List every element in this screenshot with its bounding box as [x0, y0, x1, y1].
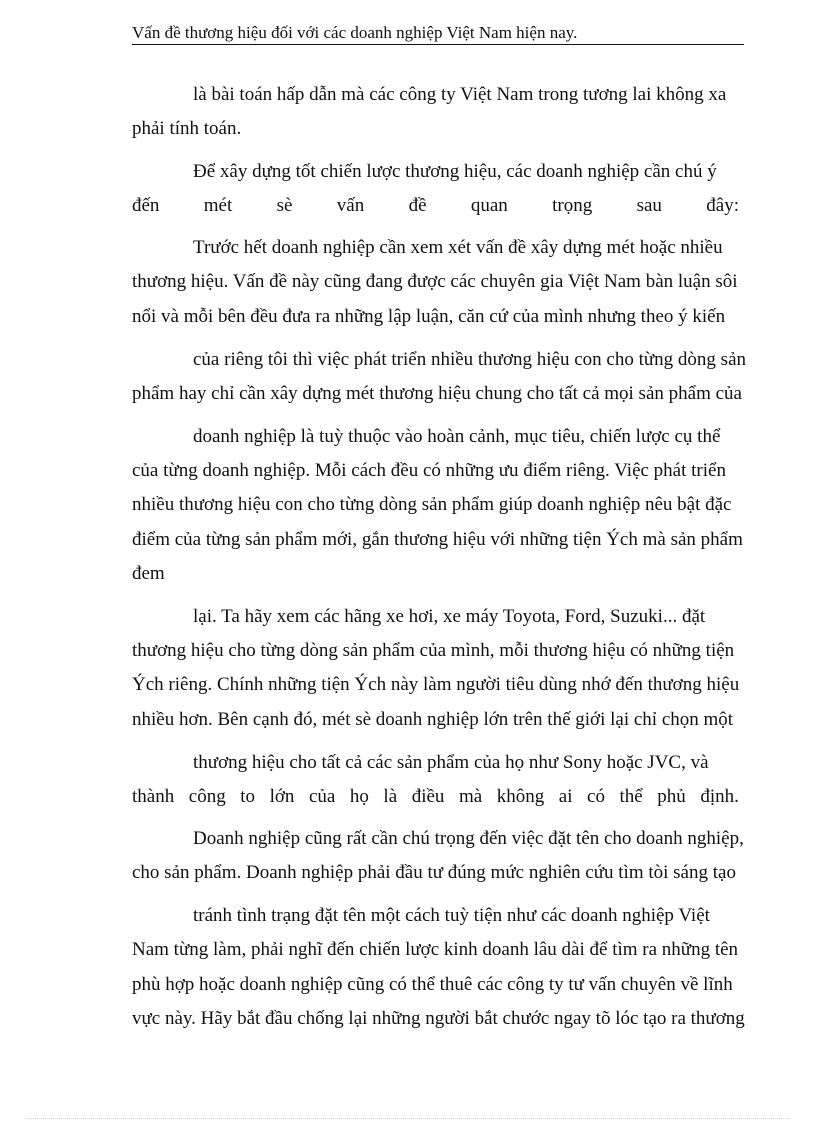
justified-text-line: [132, 785, 739, 809]
text-line: tránh tình trạng đặt tên một cách tuỳ tiện như các doanh nghiệp Việt: [193, 905, 710, 926]
word: quan: [470, 195, 508, 216]
word: lớn: [269, 786, 295, 807]
word: sau: [636, 195, 662, 216]
word: định.: [700, 786, 739, 807]
word: vấn: [336, 195, 365, 216]
word: sè: [276, 195, 293, 216]
word: là: [383, 786, 398, 807]
word: mét: [203, 195, 233, 216]
word: thể: [619, 786, 643, 807]
text-line: Ých riêng. Chính những tiện Ých này làm người tiêu dùng nhớ đến thương hiệu: [132, 674, 740, 695]
word: đây:: [706, 195, 739, 216]
text-line: phù hợp hoặc doanh nghiệp cũng có thể thuê các công ty tư vấn chuyên về lĩnh: [132, 974, 733, 995]
justified-text-line: [132, 194, 739, 218]
text-line: cho sản phẩm. Doanh nghiệp phải đầu tư đúng mức nghiên cứu tìm tòi sáng tạo: [132, 862, 736, 883]
word: thành: [132, 786, 175, 807]
word: họ: [349, 786, 369, 807]
word: đến: [132, 195, 160, 216]
text-line: của từng doanh nghiệp. Mỗi cách đều có những ưu điểm riêng. Việc phát triển: [132, 460, 726, 481]
text-line: nhiều thương hiệu con cho từng dòng sản phẩm giúp doanh nghiệp nêu bật đặc: [132, 494, 732, 515]
page-bottom-divider: [26, 1118, 790, 1119]
text-line: Trước hết doanh nghiệp cần xem xét vấn đề xây dựng mét hoặc nhiều: [193, 237, 723, 258]
text-line: Để xây dựng tốt chiến lược thương hiệu, các doanh nghiệp cần chú ý: [193, 161, 717, 182]
text-line: nổi và mỗi bên đều đưa ra những lập luận, căn cứ của mình nhưng theo ý kiến: [132, 306, 726, 327]
text-line: phải tính toán.: [132, 118, 242, 139]
word: điều: [411, 786, 445, 807]
word: mà: [458, 786, 483, 807]
word: đề: [408, 195, 427, 216]
text-line: là bài toán hấp dẫn mà các công ty Việt Nam trong tương lai không xa: [193, 84, 727, 105]
text-line: doanh nghiệp là tuỳ thuộc vào hoàn cảnh, mục tiêu, chiến lược cụ thể: [193, 426, 721, 447]
text-line: Doanh nghiệp cũng rất cần chú trọng đến việc đặt tên cho doanh nghiệp,: [193, 828, 744, 849]
word: của: [308, 786, 336, 807]
text-line: lại. Ta hãy xem các hãng xe hơi, xe máy Toyota, Ford, Suzuki... đặt: [193, 606, 706, 627]
word: có: [587, 786, 605, 807]
text-line: điểm của từng sản phẩm mới, gắn thương hiệu với những tiện Ých mà sản phẩm: [132, 529, 743, 550]
text-line: Nam từng làm, phải nghĩ đến chiến lược kinh doanh lâu dài để tìm ra những tên: [132, 939, 739, 960]
page-header-title: Vấn đề thương hiệu đối với các doanh nghiệp Việt Nam hiện nay.: [132, 22, 744, 45]
word: phủ: [657, 786, 686, 807]
text-line: phẩm hay chỉ cần xây dựng mét thương hiệu chung cho tất cả mọi sản phẩm của: [132, 383, 742, 404]
word: trọng: [552, 195, 593, 216]
text-line: nhiều hơn. Bên cạnh đó, mét sè doanh nghiệp lớn trên thế giới lại chỉ chọn một: [132, 709, 734, 730]
word: không: [496, 786, 545, 807]
word: ai: [558, 786, 573, 807]
text-line: đem: [132, 563, 165, 584]
text-line: của riêng tôi thì việc phát triển nhiều thương hiệu con cho từng dòng sản: [193, 349, 747, 370]
text-line: thương hiệu cho từng dòng sản phẩm của mình, mỗi thương hiệu có những tiện: [132, 640, 735, 661]
text-line: thương hiệu. Vấn đề này cũng đang được các chuyên gia Việt Nam bàn luận sôi: [132, 271, 738, 292]
word: to: [240, 786, 256, 807]
word: công: [188, 786, 226, 807]
text-line: vực này. Hãy bắt đầu chống lại những người bắt chước ngay tõ lóc tạo ra thương: [132, 1008, 745, 1029]
text-line: thương hiệu cho tất cả các sản phẩm của họ như Sony hoặc JVC, và: [193, 752, 709, 773]
